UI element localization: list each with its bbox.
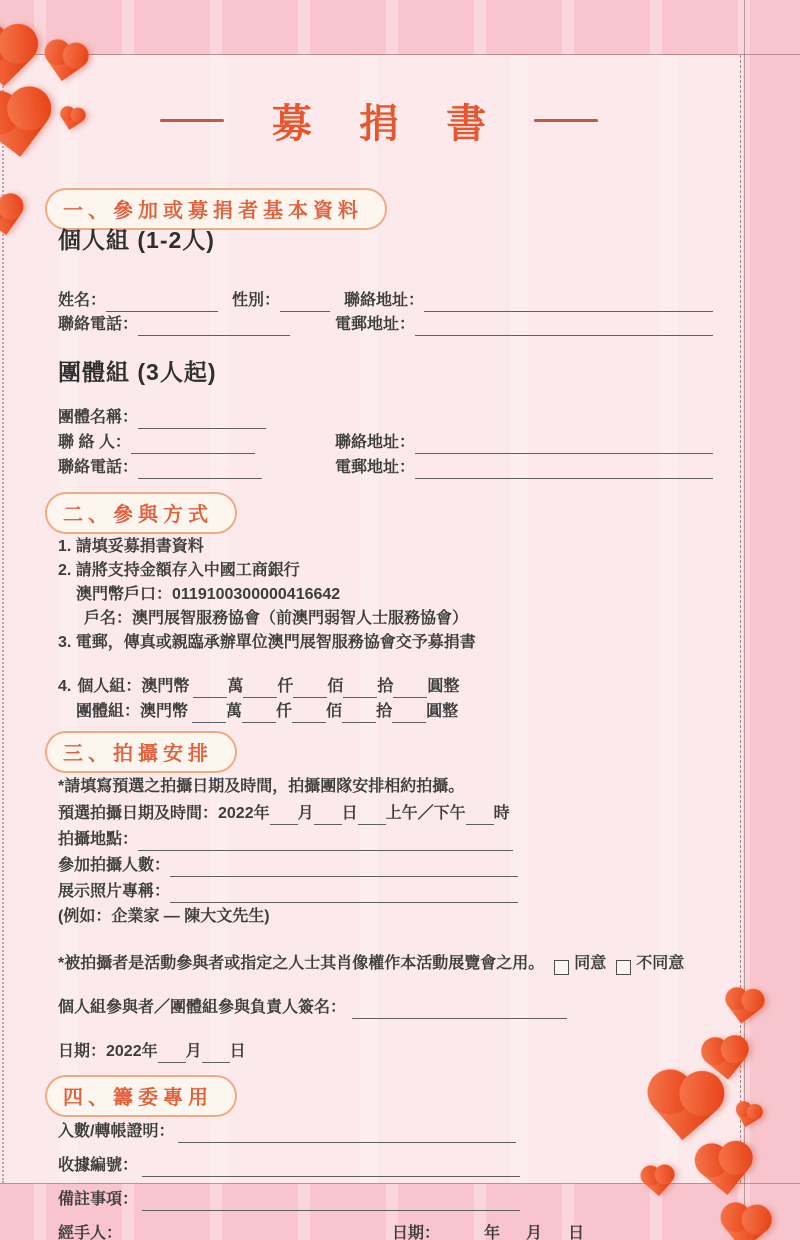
contact-person-label: 聯 絡 人： (58, 434, 131, 451)
item4-number: 4. (58, 678, 72, 695)
s4-year-label: 年 (484, 1225, 501, 1240)
phone-blank (138, 318, 290, 336)
ampm-label: 上午／下午 (385, 805, 466, 822)
page-title: 募 捐 書 (271, 101, 505, 146)
s4-day-label: 日 (568, 1225, 585, 1240)
remarks-blank (142, 1193, 520, 1211)
day-label: 日 (341, 805, 358, 822)
ampm-blank (358, 807, 386, 825)
amount-blank (392, 705, 426, 723)
hour-label: 時 (493, 805, 510, 822)
handler-blank (126, 1227, 354, 1240)
unit-qian: 仟 (277, 678, 294, 695)
group-email-blank (415, 461, 713, 479)
section3-heading: 三、拍攝安排 (45, 731, 237, 773)
receipt-number-label: 收據編號： (58, 1157, 139, 1174)
s2-account-name: 戶名：澳門展智服務協會（前澳門弱智人士服務協會） (84, 610, 469, 627)
form-title-row (45, 95, 713, 145)
amount-group-label: 團體組：澳門幣 (76, 703, 189, 720)
org-name-blank (138, 411, 266, 429)
shoot-location-row (58, 829, 713, 851)
remarks-row (58, 1189, 713, 1211)
form-content (0, 55, 743, 1240)
shoot-datetime-row (58, 803, 713, 825)
group-row-2 (58, 432, 713, 454)
org-name-label: 團體名稱： (58, 409, 139, 426)
form-date-day: 日 (229, 1043, 246, 1060)
signature-row (58, 997, 713, 1019)
form-date-row (58, 1041, 713, 1063)
s4-date-label: 日期： (392, 1225, 441, 1240)
amount-blank (193, 680, 227, 698)
s4-year-blank (440, 1227, 484, 1240)
s4-day-blank (542, 1227, 568, 1240)
deposit-proof-label: 入數/轉帳證明： (58, 1123, 175, 1140)
shoot-location-blank (138, 833, 513, 851)
group-phone-blank (138, 461, 262, 479)
group-row-1 (58, 407, 713, 429)
name-label: 姓名： (58, 292, 107, 309)
photo-title-example: (例如：企業家 — 陳大文先生) (58, 908, 270, 925)
address-blank (424, 294, 713, 312)
s2-item1: 1. 請填妥募捐書資料 (58, 538, 204, 555)
unit-bai: 佰 (327, 678, 344, 695)
unit-qian: 仟 (276, 703, 293, 720)
amount-blank (343, 680, 377, 698)
form-date-month-blank (158, 1045, 186, 1063)
group-address-blank (415, 436, 713, 454)
group-row-3 (58, 457, 713, 479)
handler-row (58, 1223, 713, 1240)
s3-note: *請填寫預選之拍攝日期及時間，拍攝團隊安排相約拍攝。 (58, 778, 465, 795)
individual-row-1 (58, 290, 713, 312)
individual-row-2 (58, 314, 713, 336)
month-label: 月 (297, 805, 314, 822)
amount-blank (192, 705, 226, 723)
disagree-checkbox (616, 960, 631, 975)
section4-heading: 四、籌委專用 (45, 1075, 237, 1117)
remarks-label: 備註事項： (58, 1191, 139, 1208)
form-date-month: 月 (185, 1043, 202, 1060)
s2-account-number: 澳門幣戶口：0119100300000416642 (76, 586, 341, 603)
receipt-number-row (58, 1155, 713, 1177)
section1-heading: 一、參加或募捐者基本資料 (45, 188, 387, 230)
address-label: 聯絡地址： (344, 292, 425, 309)
consent-row (58, 953, 713, 975)
agree-label: 同意 (574, 955, 607, 972)
unit-wan: 萬 (226, 703, 243, 720)
title-left-dash (160, 119, 224, 122)
amount-suffix: 圓整 (427, 678, 460, 695)
group-title: 團體組 (3人起) (58, 359, 217, 385)
s4-month-blank (500, 1227, 526, 1240)
shoot-location-label: 拍攝地點： (58, 831, 139, 848)
unit-bai: 佰 (326, 703, 343, 720)
email-blank (415, 318, 713, 336)
amount-suffix: 圓整 (426, 703, 459, 720)
deposit-proof-row (58, 1121, 713, 1143)
amount-blank (393, 680, 427, 698)
s2-item2: 2. 請將支持金額存入中國工商銀行 (58, 562, 300, 579)
signature-blank (352, 1001, 567, 1019)
gender-blank (280, 294, 330, 312)
individual-group-title: 個人組 (1-2人) (58, 227, 215, 253)
amount-blank (342, 705, 376, 723)
day-blank (314, 807, 342, 825)
disagree-label: 不同意 (636, 955, 685, 972)
amount-individual-label: 個人組：澳門幣 (77, 678, 190, 695)
signature-label: 個人組參與者／團體組參與負責人簽名： (58, 999, 347, 1016)
s2-item3: 3. 電郵，傳真或親臨承辦單位澳門展智服務協會交予募捐書 (58, 634, 476, 651)
participant-count-blank (170, 859, 518, 877)
email-label: 電郵地址： (335, 316, 416, 333)
section2-heading: 二、參與方式 (45, 492, 237, 534)
name-blank (106, 294, 218, 312)
title-right-dash (534, 119, 598, 122)
group-phone-label: 聯絡電話： (58, 459, 139, 476)
deposit-proof-blank (178, 1125, 516, 1143)
photo-title-row (58, 881, 713, 903)
s4-month-label: 月 (526, 1225, 543, 1240)
shoot-datetime-label: 預選拍攝日期及時間：2022年 (58, 805, 270, 822)
participant-count-label: 參加拍攝人數： (58, 857, 171, 874)
form-date-label: 日期：2022年 (58, 1043, 158, 1060)
unit-shi: 拾 (377, 678, 394, 695)
phone-label: 聯絡電話： (58, 316, 139, 333)
month-blank (270, 807, 298, 825)
unit-shi: 拾 (376, 703, 393, 720)
form-date-day-blank (202, 1045, 230, 1063)
agree-checkbox (554, 960, 569, 975)
contact-person-blank (131, 436, 255, 454)
amount-row-group (76, 701, 713, 723)
group-email-label: 電郵地址： (335, 459, 416, 476)
amount-blank (243, 680, 277, 698)
amount-blank (293, 680, 327, 698)
amount-row-individual (58, 676, 713, 698)
amount-blank (292, 705, 326, 723)
handler-label: 經手人： (58, 1225, 123, 1240)
receipt-number-blank (142, 1159, 520, 1177)
unit-wan: 萬 (227, 678, 244, 695)
amount-blank (242, 705, 276, 723)
photo-title-label: 展示照片專稱： (58, 883, 171, 900)
group-address-label: 聯絡地址： (335, 434, 416, 451)
participant-count-row (58, 855, 713, 877)
photo-title-blank (170, 885, 518, 903)
gender-label: 性別： (232, 292, 281, 309)
hour-blank (466, 807, 494, 825)
consent-statement: *被拍攝者是活動參與者或指定之人士其肖像權作本活動展覽會之用。 (58, 955, 545, 972)
